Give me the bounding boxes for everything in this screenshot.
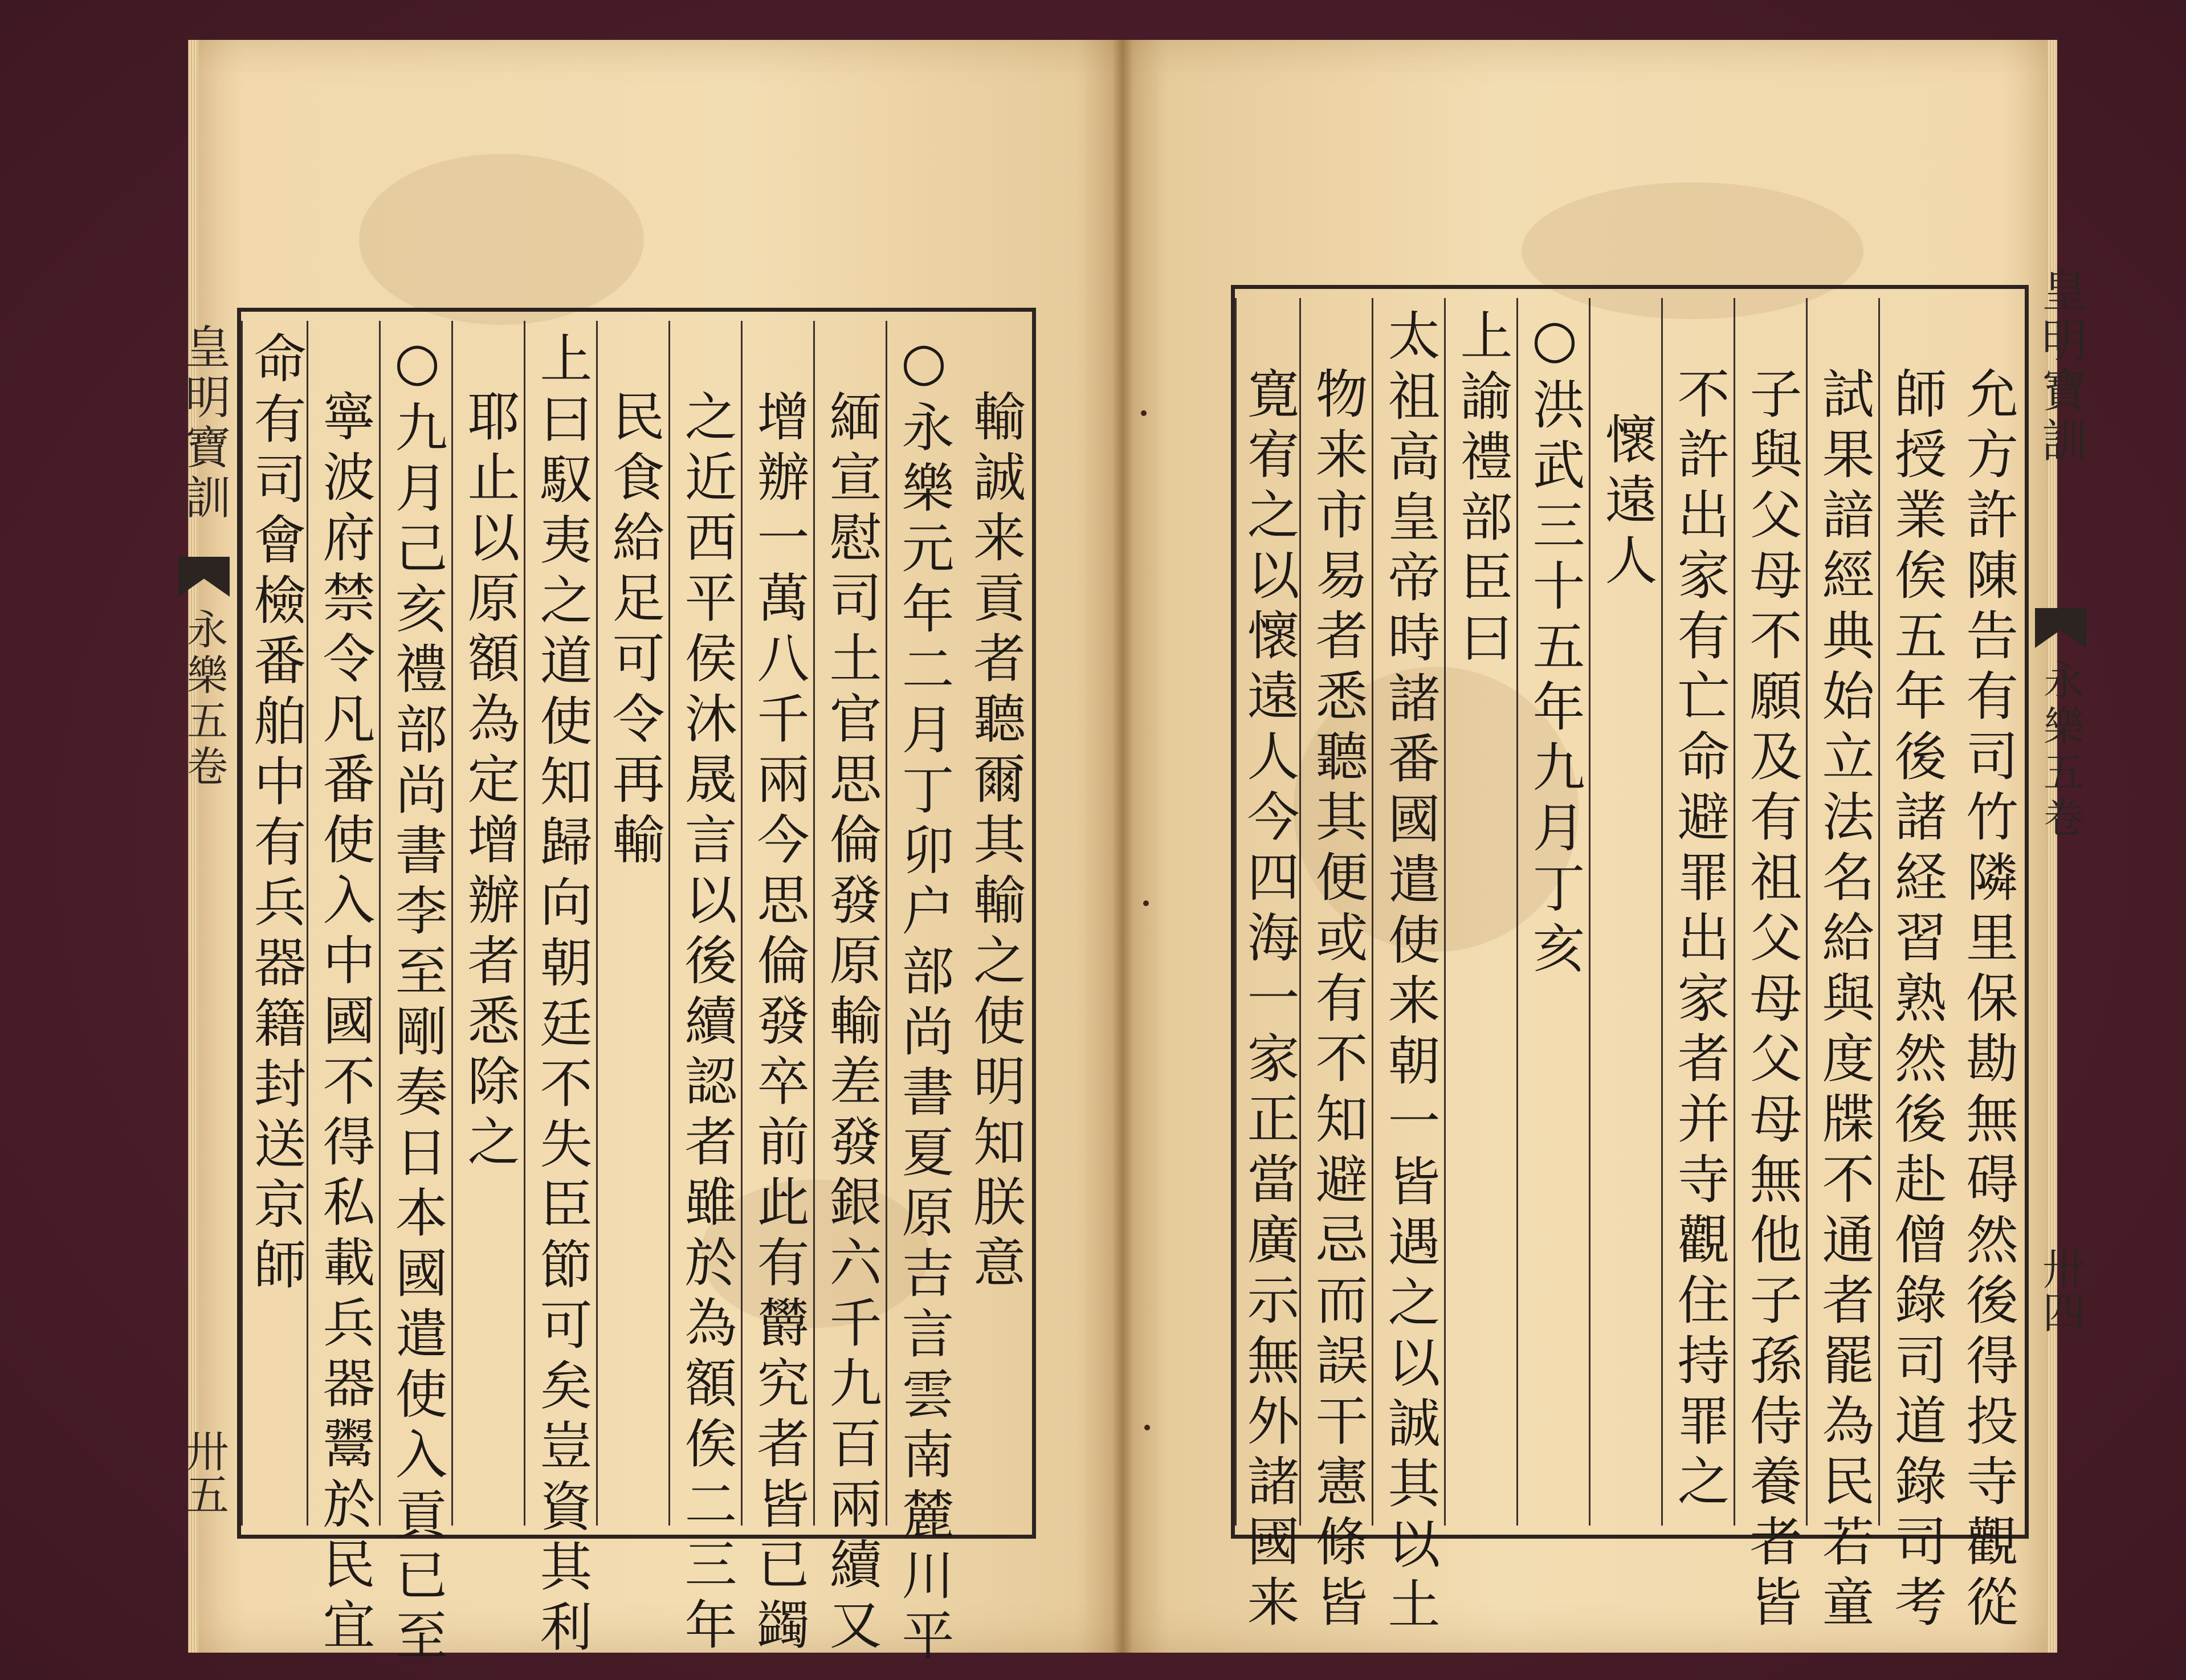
right-print-frame [1231, 266, 2087, 1637]
text-column [307, 321, 381, 1658]
left-page-number: 卅五 [178, 1429, 230, 1515]
text-column [1806, 298, 1880, 1635]
right-page [1123, 40, 2087, 1653]
column-text: 允方許陳告有司竹隣里保勘無碍然後得投寺觀從 [1957, 366, 2018, 1635]
column-text: 增辦一萬八千兩今思倫發卒前此有欝究者皆已蠲 [748, 389, 810, 1658]
text-column [1878, 298, 1952, 1635]
column-text: 物来市易者悉聽其便或有不知避忌而誤干憲條皆 [1307, 366, 1368, 1635]
text-column [1951, 298, 2025, 1635]
text-column [596, 321, 670, 1526]
text-column [1372, 298, 1446, 1637]
text-column [1235, 298, 1301, 1635]
section-heading: 懷遠人 [1596, 412, 1658, 593]
fish-tail-mark [178, 557, 230, 597]
column-text: ○洪武三十五年九月丁亥 [1524, 308, 1585, 981]
column-text: 試果諳經典始立法名給與度牒不通者罷為民若童 [1813, 366, 1875, 1635]
column-text: 太祖高皇帝時諸番國遣使来朝一皆遇之以誠其以土 [1379, 308, 1441, 1637]
open-book [177, 40, 2087, 1669]
column-text: 不許出家有亡命避罪出家者并寺觀住持罪之 [1669, 366, 1730, 1514]
column-text: 上諭禮部臣曰 [1451, 308, 1513, 671]
column-text: 民食給足可令再輸 [603, 389, 665, 872]
binding-hole [1141, 410, 1147, 416]
column-text: 輸誠来貢者聽爾其輸之使明知朕意 [965, 389, 1026, 1295]
text-column [741, 321, 815, 1658]
right-page-number: 卅四 [2035, 1246, 2086, 1333]
text-column [958, 321, 1032, 1526]
text-column [1516, 298, 1590, 1526]
text-column [886, 321, 960, 1669]
column-text: 寧波府禁令凡番使入中國不得私載兵器鬻於民宜 [314, 389, 376, 1658]
column-text: 子與父母不願及有祖父母父母無他子孫侍養者皆 [1741, 366, 1802, 1635]
left-banner-title: 皇明寶訓 [177, 323, 231, 524]
text-column [1734, 298, 1808, 1635]
column-text: 師授業俟五年後諸経習熟然後赴僧錄司道錄司考 [1886, 366, 1947, 1635]
text-column [1661, 298, 1735, 1526]
text-column [241, 321, 308, 1526]
text-column [668, 321, 743, 1658]
right-banner-volume: 永樂五卷 [2037, 659, 2085, 842]
column-text: 緬宣慰司土官思倫發原輸差發銀六千九百兩續又 [821, 389, 882, 1658]
text-column [524, 321, 598, 1660]
text-column [813, 321, 887, 1658]
text-column [1444, 298, 1518, 1526]
book-gutter [1112, 40, 1133, 1653]
text-column [451, 321, 525, 1526]
text-column [379, 321, 453, 1669]
column-text: ○永樂元年二月丁卯户部尚書夏原吉言雲南麓川平 [893, 331, 955, 1669]
left-banner [173, 312, 235, 1535]
fish-tail-mark [2035, 608, 2086, 648]
paper-stain [359, 154, 644, 325]
left-print-frame [177, 308, 1036, 1669]
column-text: ○九月己亥禮部尚書李至剛奏日本國遣使入貢已至 [386, 331, 448, 1669]
binding-hole [1143, 900, 1149, 906]
column-text: 寛宥之以懷遠人今四海一家正當廣示無外諸國来 [1238, 366, 1300, 1635]
column-text: 命有司會檢番舶中有兵器籍封送京師 [245, 331, 307, 1298]
column-text: 上曰馭夷之道使知歸向朝廷不失臣節可矣豈資其利 [531, 331, 593, 1660]
text-column [1589, 298, 1663, 1526]
column-text: 之近西平侯沐晟言以後續認者雖於為額俟二三年 [676, 389, 737, 1658]
right-banner [2029, 266, 2092, 1535]
text-column [1299, 298, 1373, 1635]
left-banner-volume: 永樂五卷 [180, 608, 228, 790]
column-text: 耶止以原額為定增辦者悉除之 [459, 389, 520, 1175]
left-page [177, 40, 1123, 1669]
right-banner-title: 皇明寶訓 [2034, 266, 2087, 467]
binding-hole [1144, 1425, 1150, 1430]
